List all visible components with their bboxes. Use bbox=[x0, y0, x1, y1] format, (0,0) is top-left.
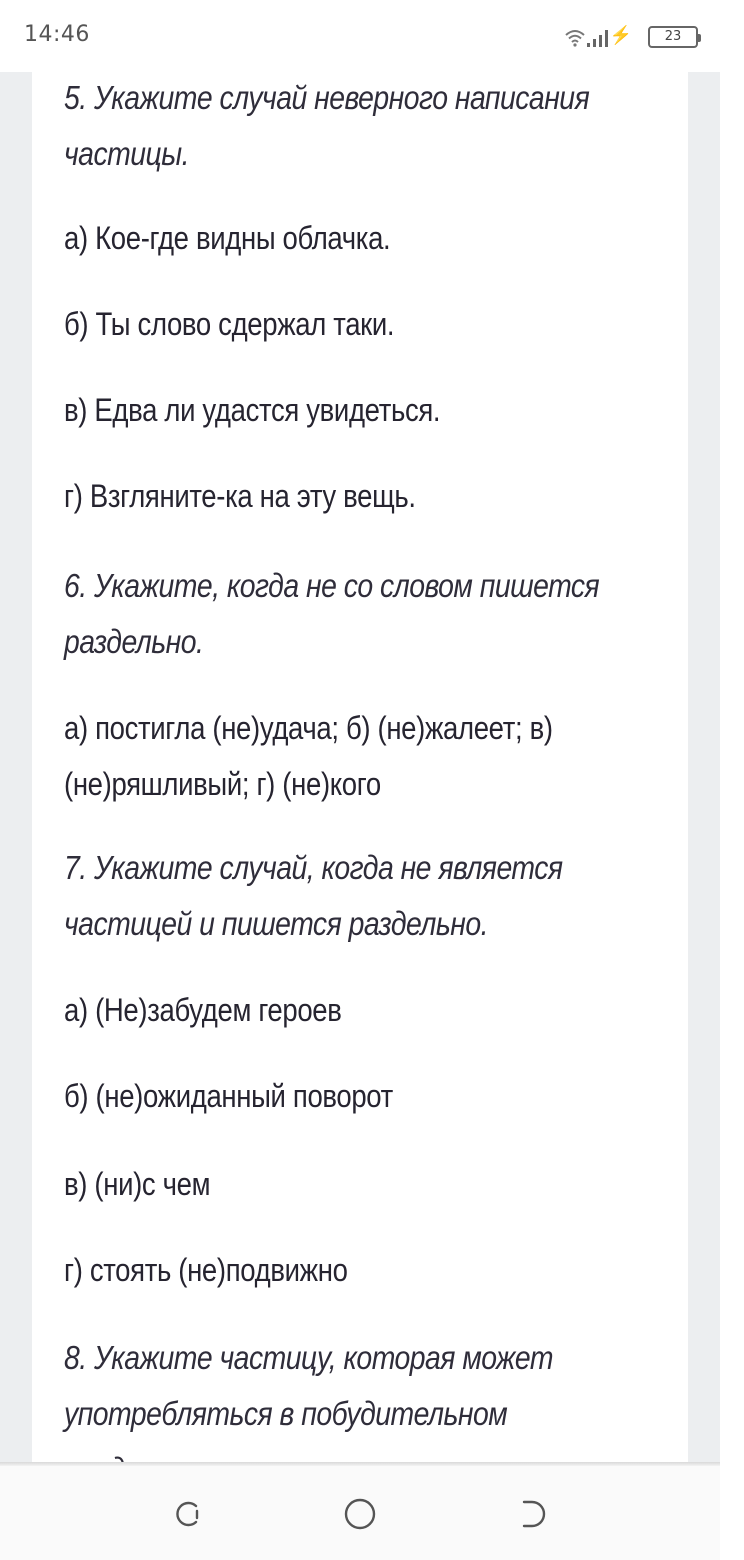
question-title-line: 7. Укажите случай, когда не является bbox=[64, 849, 563, 886]
question-title-line: 5. Укажите случай неверного написания bbox=[64, 79, 590, 116]
answer-text: г) Взгляните-ка на эту вещь. bbox=[64, 478, 416, 514]
charging-icon: ⚡ bbox=[609, 25, 632, 45]
answer-text: (не)ряшливый; г) (не)кого bbox=[64, 766, 381, 802]
question-title-line: раздельно. bbox=[64, 623, 204, 660]
answer-text: а) постигла (не)удача; б) (не)жалеет; в) bbox=[64, 710, 553, 746]
answer-text: а) Кое-где видны облачка. bbox=[64, 220, 391, 256]
answer-text: г) стоять (не)подвижно bbox=[64, 1252, 348, 1288]
battery-tip bbox=[698, 34, 701, 42]
wifi-icon bbox=[564, 27, 586, 47]
signal-icon bbox=[586, 28, 610, 48]
navigation-bar bbox=[0, 1466, 720, 1560]
content-card[interactable] bbox=[32, 72, 688, 1464]
answer-text: б) Ты слово сдержал таки. bbox=[64, 306, 395, 342]
answer-text: в) (ни)с чем bbox=[64, 1166, 211, 1202]
answer-text: а) (Не)забудем героев bbox=[64, 992, 342, 1028]
battery-level: 23 bbox=[664, 29, 682, 44]
question-title-line: 8. Укажите частицу, которая может bbox=[64, 1339, 553, 1376]
answer-option bbox=[64, 982, 744, 1038]
answer-text: б) (не)ожиданный поворот bbox=[64, 1078, 393, 1114]
status-bar bbox=[0, 0, 720, 72]
home-icon[interactable] bbox=[340, 1496, 380, 1532]
answer-option bbox=[64, 468, 744, 524]
recent-apps-icon[interactable] bbox=[166, 1496, 206, 1532]
answer-option bbox=[64, 1242, 744, 1298]
question-6 bbox=[64, 558, 744, 670]
back-icon[interactable] bbox=[514, 1496, 554, 1532]
question-title-line: частицы. bbox=[64, 135, 189, 172]
answer-option bbox=[64, 1156, 744, 1212]
question-title-line: 6. Укажите, когда не со словом пишется bbox=[64, 567, 600, 604]
answer-option bbox=[64, 382, 744, 438]
answer-option bbox=[64, 700, 744, 812]
answer-option bbox=[64, 1068, 744, 1124]
question-title-line: частицей и пишется раздельно. bbox=[64, 905, 489, 942]
question-7 bbox=[64, 840, 744, 952]
status-time: 14:46 bbox=[24, 22, 90, 47]
answer-option bbox=[64, 210, 744, 266]
question-5 bbox=[64, 70, 744, 182]
battery-icon bbox=[648, 26, 698, 48]
answer-text: в) Едва ли удастся увидеться. bbox=[64, 392, 441, 428]
answer-option bbox=[64, 296, 744, 352]
question-title-line: употребляться в побудительном bbox=[64, 1395, 508, 1432]
status-icons bbox=[538, 24, 698, 50]
